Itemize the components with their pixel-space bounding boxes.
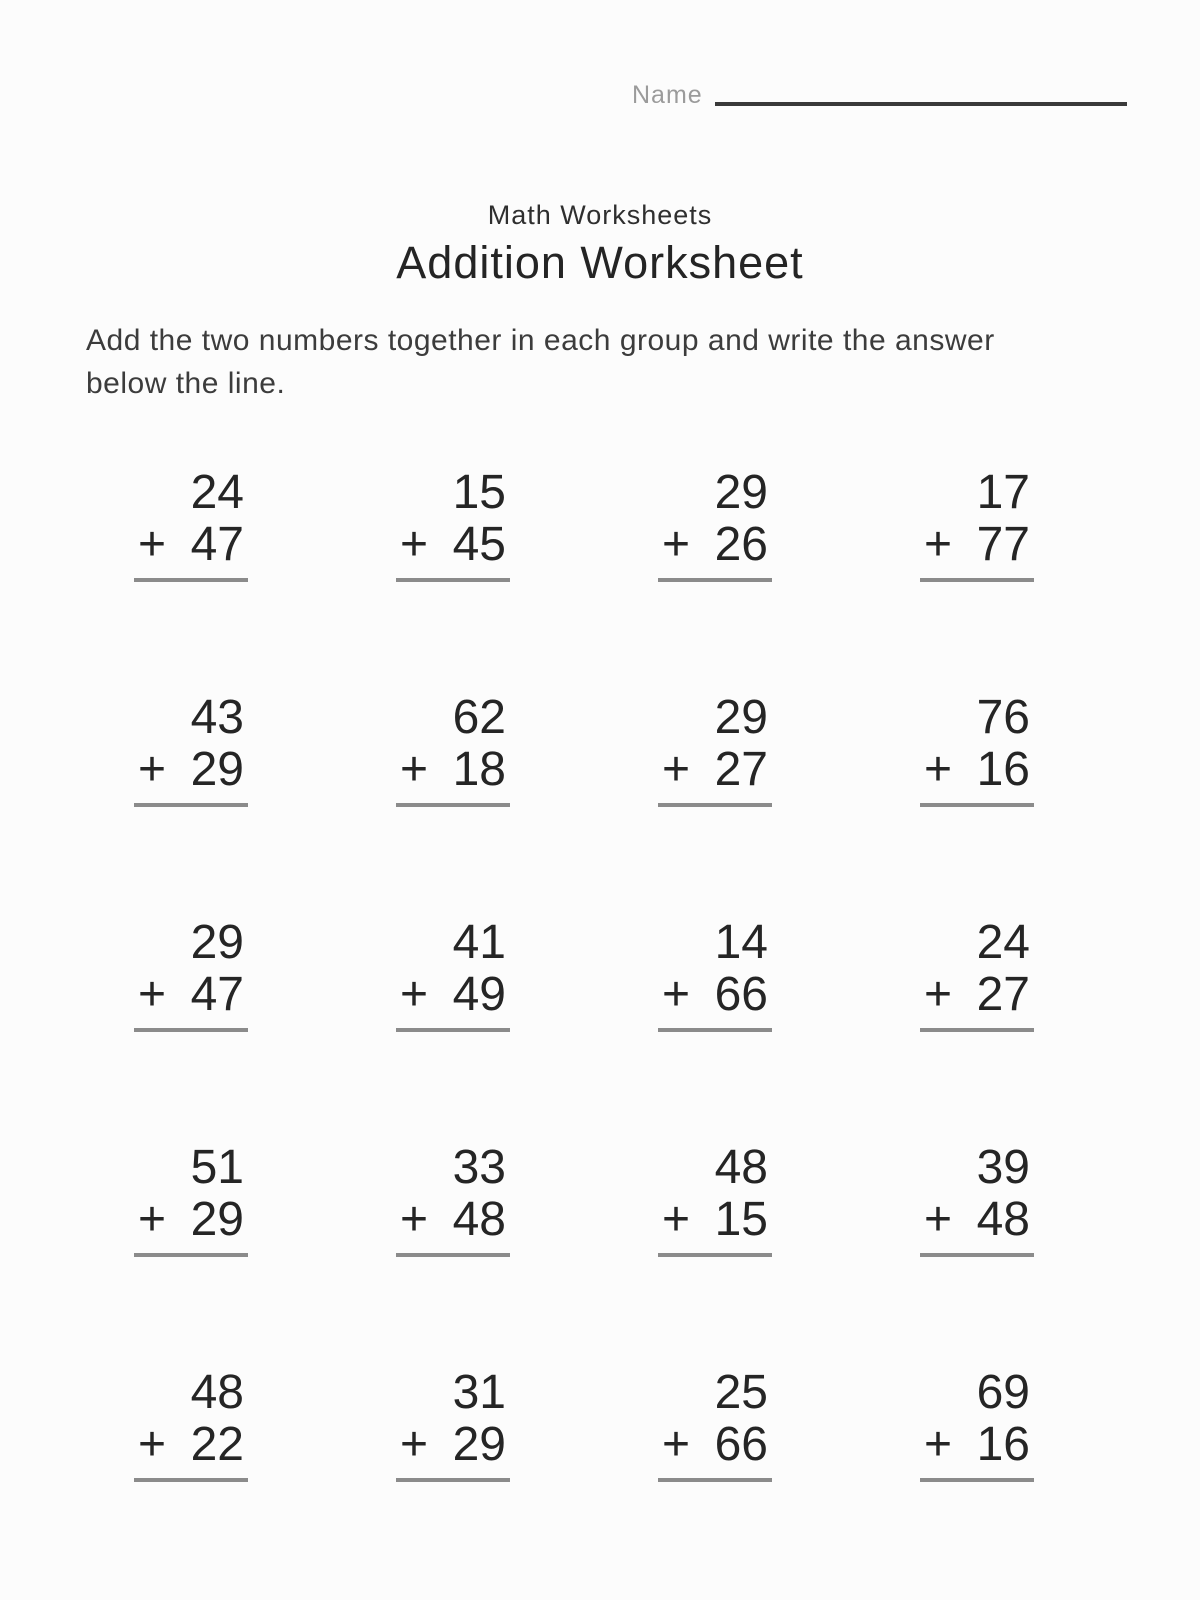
top-operand: 62 <box>452 691 506 744</box>
answer-line <box>396 1478 510 1482</box>
top-operand: 15 <box>452 466 506 519</box>
bottom-row <box>400 519 506 571</box>
bottom-operand: 66 <box>714 968 768 1021</box>
bottom-operand: 15 <box>714 1193 768 1246</box>
addition-problem <box>924 467 1030 582</box>
bottom-row <box>138 519 244 571</box>
bottom-row <box>924 519 1030 571</box>
addition-problem <box>400 467 506 582</box>
addition-problem <box>138 917 244 1032</box>
plus-operator: + <box>138 518 167 571</box>
top-operand: 76 <box>976 691 1030 744</box>
plus-operator: + <box>138 1193 167 1246</box>
bottom-row <box>924 1419 1030 1471</box>
plus-operator: + <box>138 743 167 796</box>
addition-problem <box>924 692 1030 807</box>
addition-problem <box>138 467 244 582</box>
answer-line <box>134 1028 248 1032</box>
bottom-operand: 48 <box>452 1193 506 1246</box>
bottom-row <box>400 744 506 796</box>
answer-line <box>920 1478 1034 1482</box>
bottom-row <box>138 1419 244 1471</box>
top-operand: 48 <box>190 1366 244 1419</box>
bottom-row <box>138 1194 244 1246</box>
plus-operator: + <box>662 518 691 571</box>
answer-line <box>658 578 772 582</box>
bottom-row <box>924 969 1030 1021</box>
top-operand: 29 <box>190 916 244 969</box>
addition-problem <box>662 1367 768 1482</box>
answer-line <box>920 1028 1034 1032</box>
problems-grid <box>138 467 1200 1482</box>
bottom-operand: 27 <box>976 968 1030 1021</box>
bottom-row <box>400 969 506 1021</box>
bottom-operand: 16 <box>976 743 1030 796</box>
answer-line <box>396 1253 510 1257</box>
top-operand: 14 <box>714 916 768 969</box>
top-operand: 51 <box>190 1141 244 1194</box>
answer-line <box>658 1478 772 1482</box>
addition-problem <box>138 1367 244 1482</box>
addition-problem <box>400 692 506 807</box>
answer-line <box>658 803 772 807</box>
plus-operator: + <box>138 968 167 1021</box>
answer-line <box>134 803 248 807</box>
bottom-row <box>662 969 768 1021</box>
plus-operator: + <box>924 518 953 571</box>
plus-operator: + <box>400 1418 429 1471</box>
plus-operator: + <box>662 743 691 796</box>
addition-problem <box>662 1142 768 1257</box>
worksheet-subtitle: Math Worksheets <box>487 200 713 230</box>
answer-line <box>134 1478 248 1482</box>
top-operand: 29 <box>714 691 768 744</box>
bottom-operand: 29 <box>452 1418 506 1471</box>
bottom-operand: 29 <box>190 743 244 796</box>
addition-problem <box>924 1367 1030 1482</box>
answer-line <box>920 578 1034 582</box>
bottom-operand: 27 <box>714 743 768 796</box>
answer-line <box>396 803 510 807</box>
bottom-row <box>138 969 244 1021</box>
top-operand: 39 <box>976 1141 1030 1194</box>
answer-line <box>396 1028 510 1032</box>
addition-problem <box>662 467 768 582</box>
answer-line <box>134 1253 248 1257</box>
addition-problem <box>138 692 244 807</box>
bottom-operand: 16 <box>976 1418 1030 1471</box>
answer-line <box>396 578 510 582</box>
plus-operator: + <box>400 743 429 796</box>
bottom-row <box>662 1419 768 1471</box>
bottom-operand: 47 <box>190 968 244 1021</box>
bottom-row <box>662 1194 768 1246</box>
top-operand: 41 <box>452 916 506 969</box>
answer-line <box>920 803 1034 807</box>
bottom-operand: 45 <box>452 518 506 571</box>
answer-line <box>134 578 248 582</box>
answer-line <box>920 1253 1034 1257</box>
plus-operator: + <box>924 968 953 1021</box>
bottom-operand: 29 <box>190 1193 244 1246</box>
plus-operator: + <box>662 968 691 1021</box>
bottom-operand: 77 <box>976 518 1030 571</box>
name-fill-line <box>715 102 1127 106</box>
bottom-operand: 66 <box>714 1418 768 1471</box>
top-operand: 24 <box>190 466 244 519</box>
plus-operator: + <box>400 968 429 1021</box>
bottom-operand: 47 <box>190 518 244 571</box>
answer-line <box>658 1028 772 1032</box>
plus-operator: + <box>924 1193 953 1246</box>
bottom-operand: 18 <box>452 743 506 796</box>
plus-operator: + <box>138 1418 167 1471</box>
plus-operator: + <box>924 1418 953 1471</box>
bottom-operand: 48 <box>976 1193 1030 1246</box>
addition-problem <box>400 917 506 1032</box>
top-operand: 25 <box>714 1366 768 1419</box>
name-row <box>0 0 1200 108</box>
addition-problem <box>400 1367 506 1482</box>
addition-problem <box>924 917 1030 1032</box>
name-label: Name <box>632 81 703 109</box>
addition-problem <box>924 1142 1030 1257</box>
plus-operator: + <box>662 1193 691 1246</box>
bottom-row <box>924 1194 1030 1246</box>
bottom-row <box>662 519 768 571</box>
answer-line <box>658 1253 772 1257</box>
bottom-row <box>400 1419 506 1471</box>
plus-operator: + <box>400 518 429 571</box>
top-operand: 31 <box>452 1366 506 1419</box>
top-operand: 17 <box>976 466 1030 519</box>
bottom-operand: 22 <box>190 1418 244 1471</box>
top-operand: 29 <box>714 466 768 519</box>
plus-operator: + <box>662 1418 691 1471</box>
top-operand: 43 <box>190 691 244 744</box>
top-operand: 24 <box>976 916 1030 969</box>
plus-operator: + <box>924 743 953 796</box>
bottom-row <box>924 744 1030 796</box>
instructions-text: Add the two numbers together in each group and write the answer below the line. <box>86 324 995 400</box>
page-title: Addition Worksheet <box>396 237 804 288</box>
bottom-operand: 49 <box>452 968 506 1021</box>
top-operand: 33 <box>452 1141 506 1194</box>
bottom-operand: 26 <box>714 518 768 571</box>
addition-problem <box>662 917 768 1032</box>
addition-problem <box>138 1142 244 1257</box>
top-operand: 48 <box>714 1141 768 1194</box>
addition-problem <box>400 1142 506 1257</box>
top-operand: 69 <box>976 1366 1030 1419</box>
bottom-row <box>138 744 244 796</box>
bottom-row <box>662 744 768 796</box>
plus-operator: + <box>400 1193 429 1246</box>
bottom-row <box>400 1194 506 1246</box>
addition-problem <box>662 692 768 807</box>
